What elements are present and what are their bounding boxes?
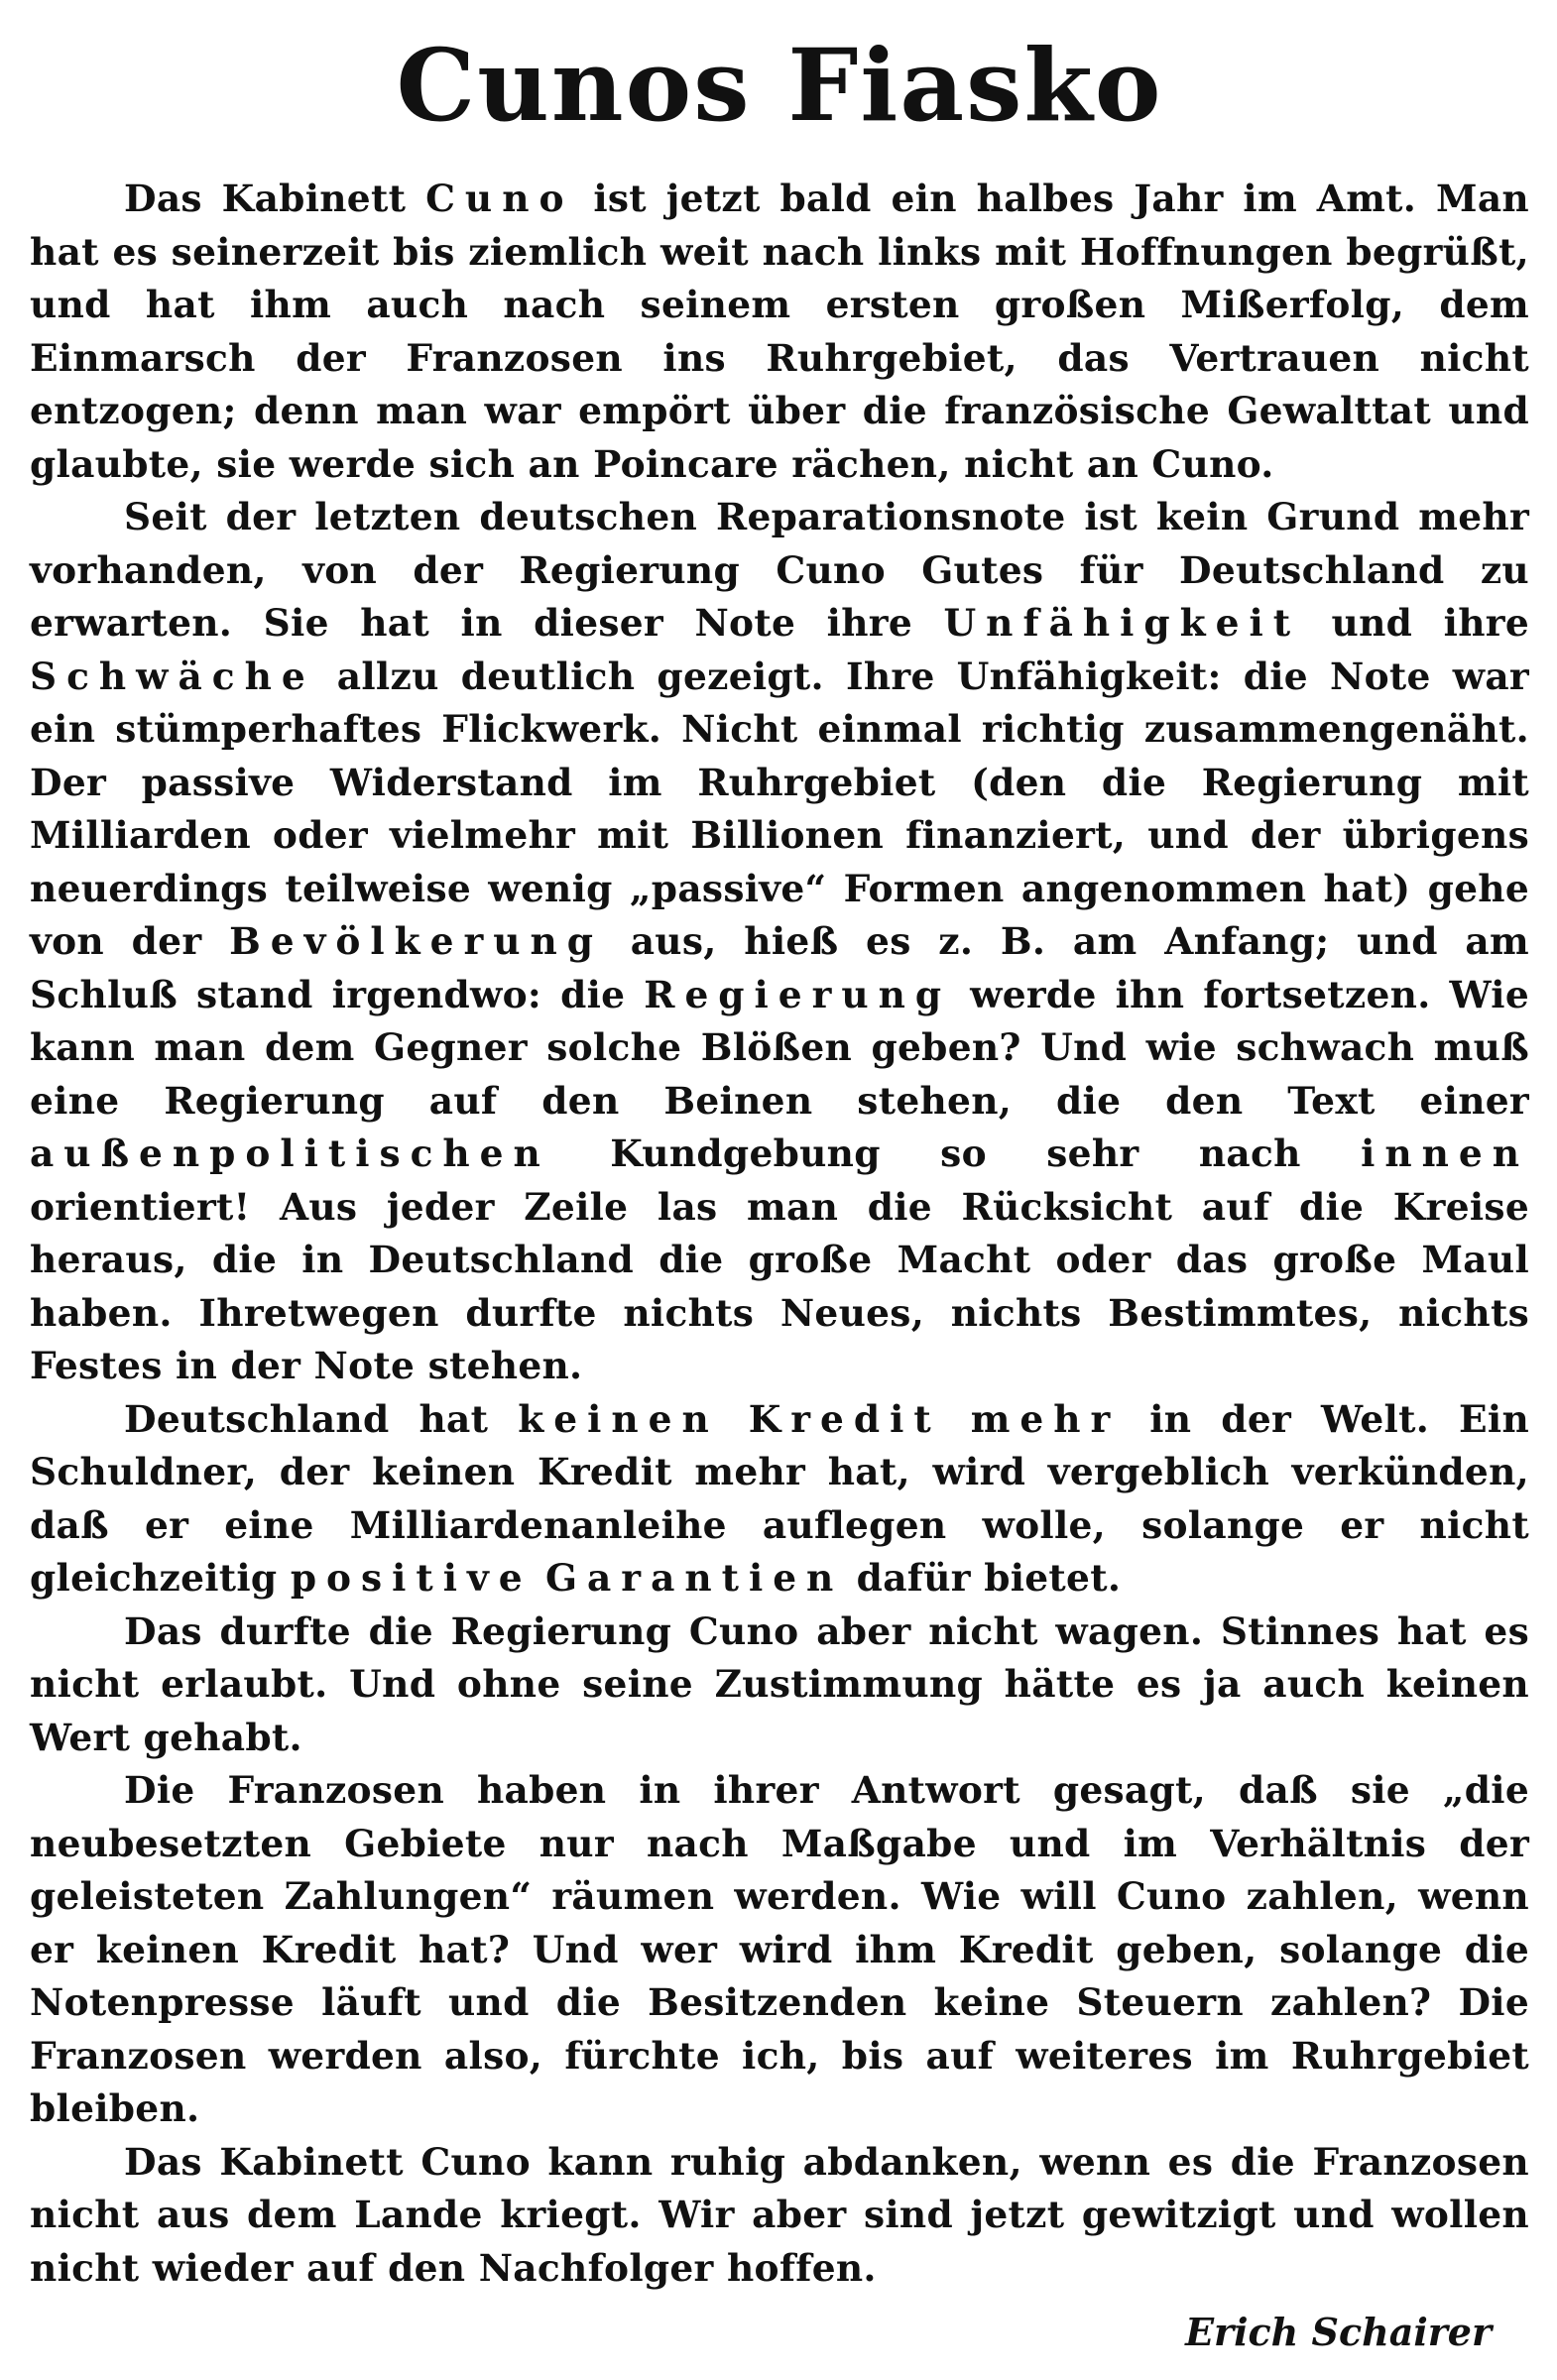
- emphasized-text: innen: [1361, 1131, 1529, 1175]
- emphasized-text: mehr: [970, 1396, 1121, 1441]
- paragraph-text: allzu deutlich gezeigt. Ihre Unfähigkeit: die Note war ein stümperhaftes Flickwerk. Nicht einmal richtig zusammengenäht. Der passive Widerstand im Ruhrgebiet (den die Regierung mit Milliarden oder vielmehr mit Billionen finanziert, und der übrigens neuerdings teilweise wenig „passive“ Formen angenommen hat) gehe von der: [30, 654, 1529, 963]
- paragraph-text: orientiert! Aus jeder Zeile las man die Rücksicht auf die Kreise heraus, die in Deutschland die große Macht oder das große Maul haben. Ihretwegen durfte nichts Neues, nichts Bestimmtes, nichts Festes in der Note stehen.: [30, 1184, 1529, 1387]
- paragraph-text: Seit der letzten deutschen Reparationsnote ist kein Grund mehr vorhanden, von der Regierung Cuno Gutes für Deutschland zu erwarten. Sie hat in dieser Note ihre: [30, 495, 1529, 645]
- paragraph-text: werde ihn fortsetzen. Wie kann man dem Gegner solche Blößen geben? Und wie schwach muß eine Regierung auf den Beinen stehen, die den Text einer: [30, 972, 1529, 1123]
- article-paragraph: [30, 491, 1529, 1393]
- paragraph-text: dafür bietet.: [843, 1556, 1122, 1600]
- emphasized-text: Bevölkerung: [229, 919, 604, 963]
- article-paragraph: [30, 1606, 1529, 1765]
- paragraph-text: [719, 1397, 749, 1441]
- paragraph-text: Das Kabinett: [124, 177, 426, 220]
- paragraph-text: Deutschland hat: [124, 1396, 519, 1441]
- paragraph-text: Kundgebung so sehr nach: [549, 1131, 1362, 1175]
- paragraph-text: Das durfte die Regierung Cuno aber nicht wagen. Stinnes hat es nicht erlaubt. Und ohne seine Zustimmung hätte es ja auch keinen Wert gehabt.: [30, 1608, 1529, 1759]
- author-signature: Erich Schairer: [1185, 2310, 1492, 2354]
- article-paragraph: [30, 2136, 1529, 2296]
- paragraph-text: aus, hieß es z. B. am Anfang; und am Schluß stand irgendwo: die: [30, 919, 1529, 1016]
- paragraph-text: [533, 1556, 545, 1600]
- paragraph-text: Das Kabinett Cuno kann ruhig abdanken, wenn es die Franzosen nicht aus dem Lande kriegt. Wir aber sind jetzt gewitzigt und wollen nicht wieder auf den Nachfolger hoffen.: [30, 2139, 1529, 2290]
- paragraph-text: [941, 1397, 971, 1441]
- paragraph-text: Die Franzosen haben in ihrer Antwort gesagt, daß sie „die neubesetzten Gebiete nur nach Maßgabe und im Verhältnis der geleisteten Zahlungen“ räumen werden. Wie will Cuno zahlen, wenn er keinen Kredit hat? Und wer wird ihm Kredit geben, solange die Notenpresse läuft und die Besitzenden keine Steuern zahlen? Die Franzosen werden also, fürchte ich, bis auf weiteres im Ruhrgebiet bleiben.: [30, 1768, 1529, 2130]
- emphasized-text: Kredit: [748, 1396, 941, 1441]
- emphasized-text: Schwäche: [30, 654, 315, 698]
- article-headline: Cunos Fiasko: [396, 27, 1163, 144]
- emphasized-text: Unfähigkeit: [943, 601, 1301, 645]
- emphasized-text: Garantien: [544, 1556, 844, 1600]
- emphasized-text: Cuno: [425, 177, 574, 220]
- emphasized-text: keinen: [518, 1396, 719, 1441]
- article-paragraph: [30, 1764, 1529, 2136]
- emphasized-text: außenpolitischen: [30, 1131, 550, 1175]
- paragraph-text: und ihre: [1300, 601, 1530, 645]
- article-paragraph: [30, 173, 1529, 491]
- article-paragraph: [30, 1393, 1529, 1606]
- emphasized-text: Regierung: [644, 972, 952, 1016]
- paragraph-text: ist jetzt bald ein halbes Jahr im Amt. Man hat es seinerzeit bis ziemlich weit nach links mit Hoffnungen begrüßt, und hat ihm auch nach seinem ersten großen Mißerfolg, dem Einmarsch der Franzosen ins Ruhrgebiet, das Vertrauen nicht entzogen; denn man war empört über die französische Gewalttat und glaubte, sie werde sich an Poincare rächen, nicht an Cuno.: [30, 177, 1529, 486]
- article-body: [30, 173, 1529, 2295]
- paragraph-text: in der Welt. Ein Schuldner, der keinen Kredit mehr hat, wird vergeblich verkünden, daß er eine Milliardenanleihe auflegen wolle, solange er nicht gleichzeitig: [30, 1396, 1530, 1600]
- emphasized-text: positive: [290, 1556, 533, 1600]
